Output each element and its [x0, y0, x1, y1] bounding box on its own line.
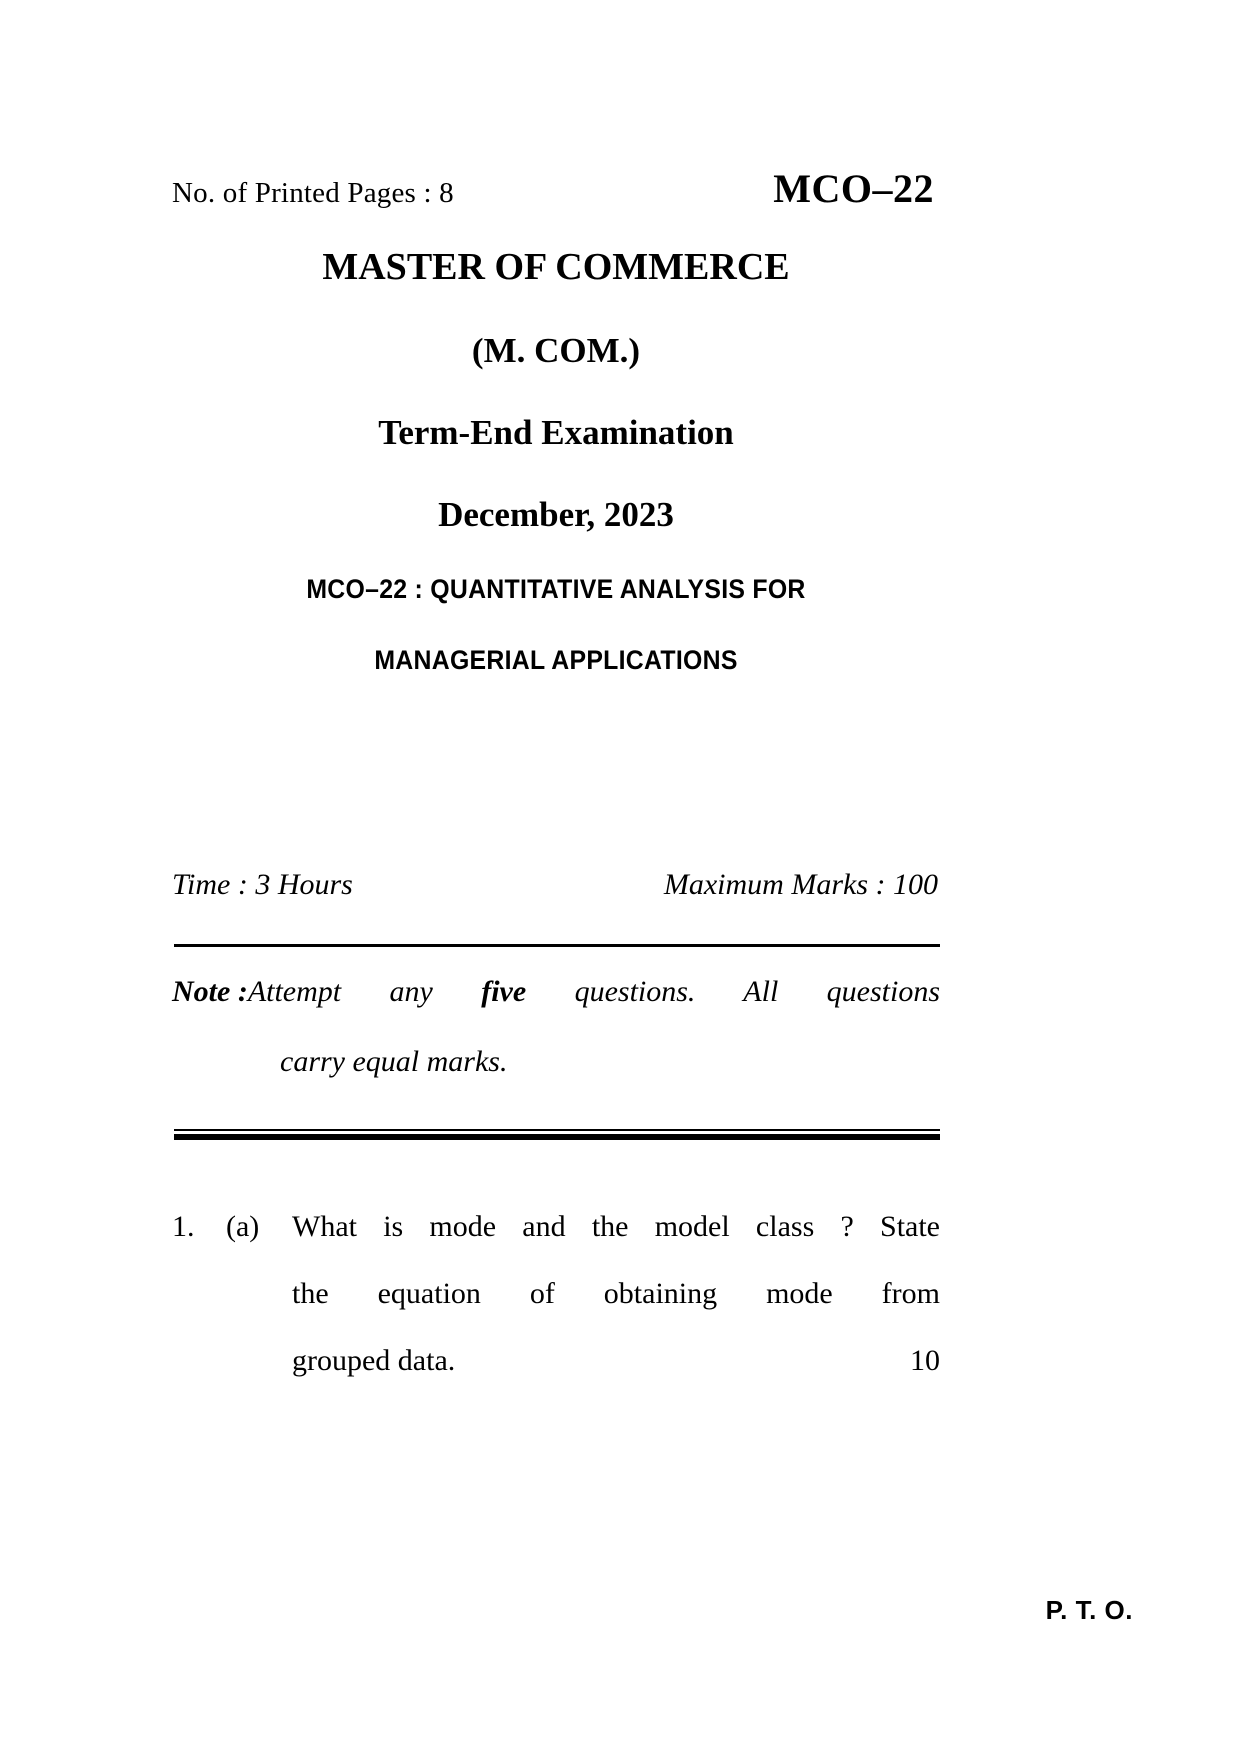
- note-label: Note :: [172, 975, 248, 1008]
- page-header: [172, 165, 940, 212]
- note-text-line-2: carry equal marks.: [280, 1045, 508, 1078]
- question-first-line: [172, 1210, 940, 1244]
- question-last-line-row: [292, 1344, 940, 1378]
- note-text-pre: Attempt any: [247, 975, 482, 1008]
- exam-duration: Time : 3 Hours: [172, 868, 353, 901]
- subject-title-line-1: MCO–22 : QUANTITATIVE ANALYSIS FOR: [306, 574, 806, 604]
- note-first-line: [172, 975, 940, 1009]
- printed-pages-label: No. of Printed Pages : 8: [172, 177, 454, 209]
- exam-info-row: [172, 868, 940, 902]
- title-block: [172, 248, 940, 674]
- question-item: [172, 1210, 940, 1378]
- note-text-emphasis: five: [481, 975, 527, 1008]
- examination-session: December, 2023: [438, 495, 674, 534]
- note-bottom-rule-thick: [174, 1134, 940, 1140]
- note-top-rule: [174, 944, 940, 947]
- maximum-marks: Maximum Marks : 100: [663, 868, 938, 901]
- note-block: [172, 975, 940, 1079]
- questions-list: [172, 1210, 940, 1378]
- degree-abbreviation: (M. COM.): [471, 331, 641, 370]
- note-text-line-1: [248, 977, 940, 1007]
- question-text-line-2: the equation of obtaining mode from: [292, 1277, 940, 1310]
- page-turn-over-label: P. T. O.: [1045, 1595, 1133, 1625]
- examination-type: Term-End Examination: [378, 413, 734, 452]
- course-code: MCO–22: [773, 166, 934, 211]
- question-text-line-1: What is mode and the model class ? State: [292, 1210, 940, 1243]
- note-bottom-rule-thin: [174, 1129, 940, 1131]
- question-text-line-3: grouped data.: [292, 1344, 456, 1377]
- question-number: 1.: [172, 1210, 195, 1243]
- question-part-label: (a): [226, 1210, 260, 1243]
- note-text-post: questions. All questions: [526, 975, 940, 1008]
- program-title: MASTER OF COMMERCE: [322, 246, 790, 288]
- subject-title-line-2: MANAGERIAL APPLICATIONS: [374, 645, 738, 675]
- question-marks: 10: [910, 1344, 940, 1377]
